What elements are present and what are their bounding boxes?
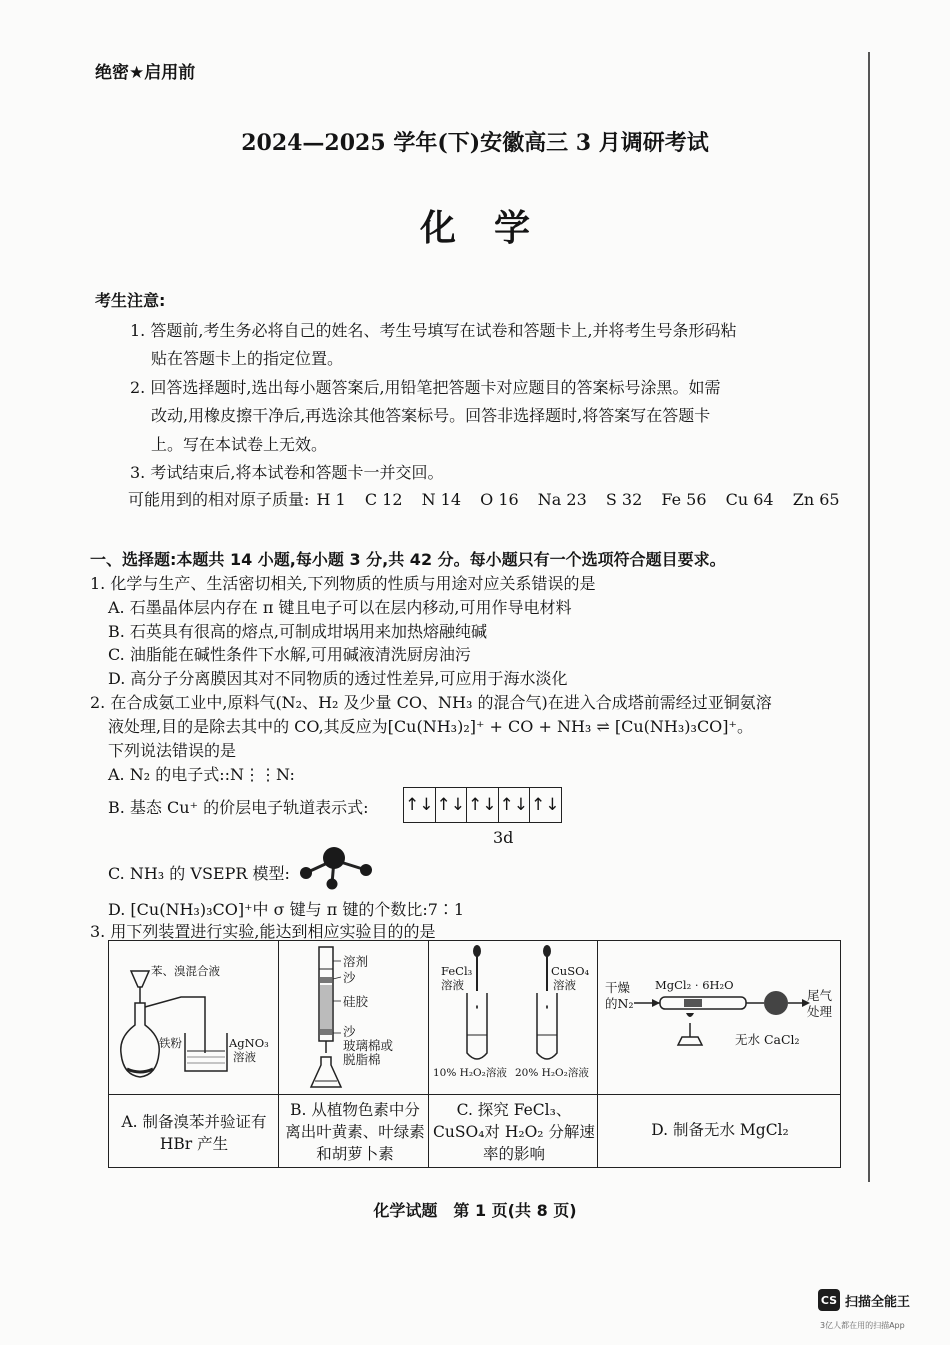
notice-line: 2. 回答选择题时,选出每小题答案后,用铅笔把答题卡对应题目的答案标号涂黑。如需 <box>130 378 721 397</box>
scanner-watermark <box>818 1289 910 1311</box>
label-silica-gel: 硅胶 <box>343 994 369 1009</box>
table-row-separator <box>109 1094 840 1095</box>
label-agno3: AgNO₃ <box>229 1036 269 1050</box>
label-sand-top: 沙 <box>343 970 356 985</box>
caption-c: C. 探究 FeCl₃、CuSO₄对 H₂O₂ 分解速率的影响 <box>433 1101 595 1163</box>
question-2-stem: 2. 在合成氨工业中,原料气(N₂、H₂ 及少量 CO、NH₃ 的混合气)在进入合成塔前需经过亚铜氨溶 <box>90 693 772 712</box>
orbital-box: ↑↓ <box>436 788 468 822</box>
masses-label: 可能用到的相对原子质量: <box>128 490 310 509</box>
mass-item: H 1 <box>316 490 346 509</box>
mgcl2-apparatus-icon <box>598 941 842 1093</box>
mass-item: N 14 <box>421 490 462 509</box>
question-1-option-b: B. 石英具有很高的熔点,可制成坩埚用来加热熔融纯碱 <box>108 622 488 641</box>
label-cuso4-solution: 溶液 <box>553 978 576 992</box>
question-1-option-c: C. 油脂能在碱性条件下水解,可用碱液清洗厨房油污 <box>108 645 471 664</box>
orbital-label: 3d <box>493 828 514 847</box>
caption-a: A. 制备溴苯并验证有 HBr 产生 <box>121 1113 267 1153</box>
orbital-box: ↑↓ <box>531 795 560 815</box>
orbital-box: ↑↓ <box>499 788 531 822</box>
question-1-stem: 1. 化学与生产、生活密切相关,下列物质的性质与用途对应关系错误的是 <box>90 574 596 593</box>
label-solvent: 溶剂 <box>343 954 369 969</box>
label-benzene-bromine: 苯、溴混合液 <box>151 964 220 978</box>
question-2-option-b: B. 基态 Cu⁺ 的价层电子轨道表示式: <box>108 798 369 817</box>
label-fecl3: FeCl₃ <box>441 964 473 978</box>
page-footer: 化学试题 第 1 页(共 8 页) <box>373 1201 577 1220</box>
watermark-slogan: 3亿人都在用的扫描App <box>820 1321 905 1330</box>
label-h2o2-20: 20% H₂O₂溶液 <box>515 1067 589 1079</box>
subject-title: 化学 <box>419 207 568 249</box>
notice-heading: 考生注意: <box>95 291 166 310</box>
section-title: 一、选择题:本题共 14 小题,每小题 3 分,共 42 分。每小题只有一个选项符合题目要求。 <box>90 550 726 569</box>
mass-item: Zn 65 <box>792 490 840 509</box>
orbital-box: ↑↓ <box>404 788 436 822</box>
question-1-option-d: D. 高分子分离膜因其对不同物质的透过性差异,可应用于海水淡化 <box>108 669 568 688</box>
label-glass-wool: 玻璃棉或 <box>343 1038 394 1053</box>
mass-item: S 32 <box>605 490 643 509</box>
label-solution: 溶液 <box>233 1050 256 1064</box>
label-cuso4: CuSO₄ <box>551 964 590 978</box>
label-dry: 干燥 <box>605 980 631 995</box>
question-2-stem: 液处理,目的是除去其中的 CO,其反应为[Cu(NH₃)₂]⁺ + CO + NH₃ ⇌ [Cu(NH₃)₃CO]⁺。 <box>108 717 753 736</box>
caption-b: B. 从植物色素中分离出叶黄素、叶绿素和胡萝卜素 <box>285 1101 425 1163</box>
camscanner-logo-icon: CS <box>818 1289 840 1311</box>
question-3-stem: 3. 用下列装置进行实验,能达到相应实验目的的是 <box>90 922 436 941</box>
notice-line: 上。写在本试卷上无效。 <box>151 435 328 454</box>
apparatus-table <box>108 940 841 1168</box>
question-2-stem: 下列说法错误的是 <box>108 741 237 760</box>
watermark-name: 扫描全能王 <box>845 1294 911 1310</box>
mass-item: Cu 64 <box>725 490 774 509</box>
notice-line: 贴在答题卡上的指定位置。 <box>151 349 344 368</box>
orbital-box: ↑↓ <box>467 788 499 822</box>
orbital-diagram <box>403 787 562 823</box>
label-anhydrous-cacl2: 无水 CaCl₂ <box>735 1032 800 1047</box>
mass-item: C 12 <box>364 490 403 509</box>
question-2-option-d: D. [Cu(NH₃)₃CO]⁺中 σ 键与 π 键的个数比:7∶1 <box>108 900 465 919</box>
mass-item: Fe 56 <box>661 490 707 509</box>
mass-item: Na 23 <box>537 490 587 509</box>
label-cotton: 脱脂棉 <box>343 1052 381 1067</box>
question-2-option-a: A. N₂ 的电子式::N⋮⋮N: <box>108 765 295 784</box>
notice-line: 1. 答题前,考生务必将自己的姓名、考生号填写在试卷和答题卡上,并将考生号条形码粘 <box>130 321 737 340</box>
label-sand-bottom: 沙 <box>343 1024 356 1039</box>
question-1-option-a: A. 石墨晶体层内存在 π 键且电子可以在层内移动,可用作导电材料 <box>108 598 572 617</box>
label-tail-gas: 尾气 <box>807 988 833 1003</box>
label-mgcl2-hydrate: MgCl₂ · 6H₂O <box>655 978 734 992</box>
label-n2: 的N₂ <box>605 996 634 1011</box>
notice-line: 改动,用橡皮擦干净后,再选涂其他答案标号。回答非选择题时,将答案写在答题卡 <box>151 406 711 425</box>
label-iron-powder: 铁粉 <box>159 1036 182 1050</box>
question-2-option-c: C. NH₃ 的 VSEPR 模型: <box>108 864 290 883</box>
label-fecl3-solution: 溶液 <box>441 978 464 992</box>
vsepr-model-icon <box>296 846 380 890</box>
label-treatment: 处理 <box>807 1004 833 1019</box>
exam-title: 2024—2025 学年(下)安徽高三 3 月调研考试 <box>241 130 709 156</box>
notice-line: 3. 考试结束后,将本试卷和答题卡一并交回。 <box>130 463 444 482</box>
label-h2o2-10: 10% H₂O₂溶液 <box>433 1067 507 1079</box>
atomic-masses <box>128 487 854 510</box>
mass-item: O 16 <box>480 490 519 509</box>
confidential-mark: 绝密★启用前 <box>95 63 196 83</box>
caption-d: D. 制备无水 MgCl₂ <box>651 1121 789 1139</box>
